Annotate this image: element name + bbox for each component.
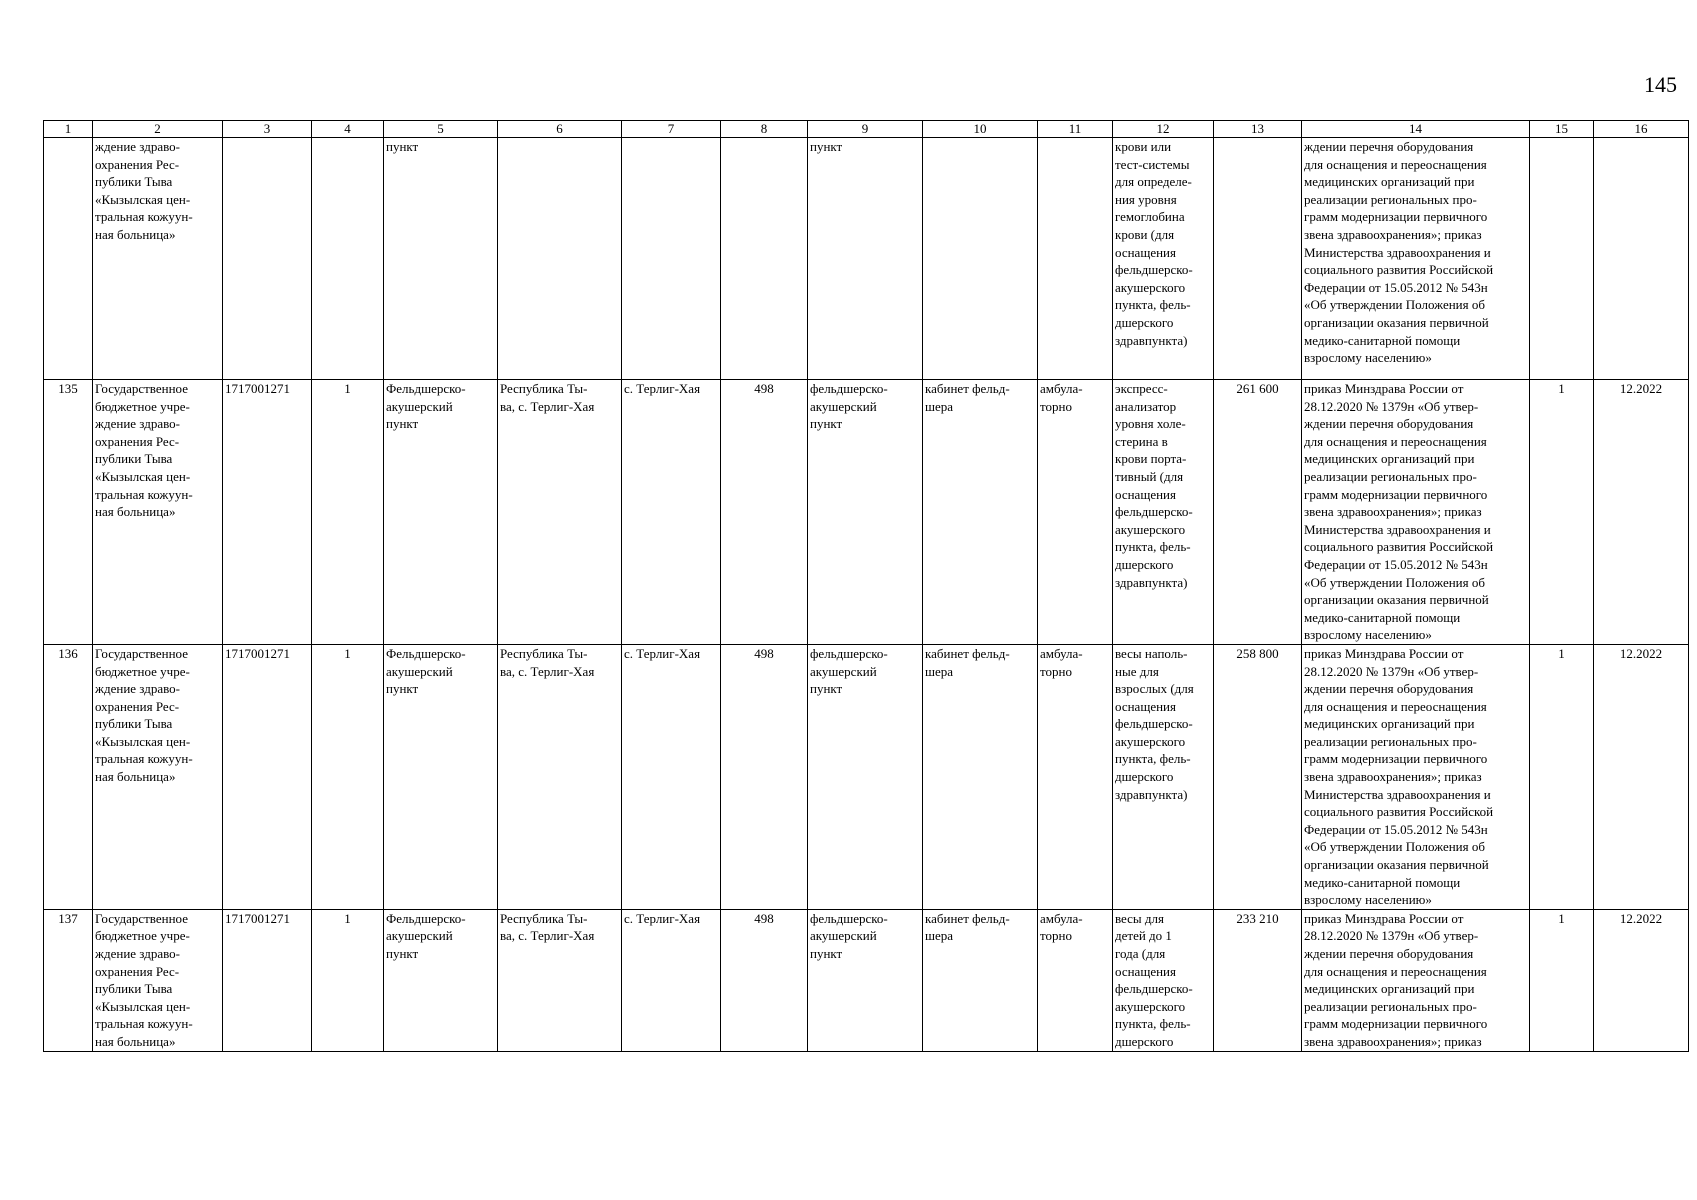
cell-line: медицинских организаций при <box>1304 451 1475 467</box>
cell-line: Республика Ты- <box>500 910 588 926</box>
cell-line: 28.12.2020 № 1379н «Об утвер- <box>1304 398 1479 414</box>
cell-line: Министерства здравоохранения и <box>1304 521 1491 537</box>
header-cell: 6 <box>498 121 622 138</box>
cell-line: крови порта- <box>1115 451 1187 467</box>
cell-facility-type <box>384 644 498 909</box>
cell-line: «Кызылская цен- <box>95 998 191 1014</box>
cell-line: ждении перечня оборудования <box>1304 139 1474 154</box>
cell-col4 <box>312 138 384 380</box>
cell-line: оснащения <box>1115 963 1176 979</box>
header-cell: 14 <box>1302 121 1530 138</box>
cell-line: тральная кожуун- <box>95 1016 193 1032</box>
cell-population: 498 <box>721 909 808 1051</box>
cell-line: анализатор <box>1115 398 1177 414</box>
cell-line: 28.12.2020 № 1379н «Об утвер- <box>1304 663 1479 679</box>
cell-line: фельдшерско- <box>810 381 888 396</box>
cell-line: социального развития Российской <box>1304 262 1494 278</box>
cell-line: ная больница» <box>95 226 176 242</box>
cell-price: 258 800 <box>1214 644 1302 909</box>
cell-legal-basis <box>1302 644 1530 909</box>
cell-line: гемоглобина <box>1115 209 1185 225</box>
cell-line: ная больница» <box>95 1033 176 1049</box>
cell-line: охранения Рес- <box>95 433 180 449</box>
cell-line: Государственное <box>95 645 188 661</box>
table-body <box>44 121 1689 1052</box>
cell-line: грамм модернизации первичного <box>1304 486 1488 502</box>
cell-line: социального развития Российской <box>1304 804 1494 820</box>
cell-line: пункт <box>386 946 419 961</box>
cell-line: Республика Ты- <box>500 645 588 661</box>
cell-inn: 1717001271 <box>223 644 312 909</box>
cell-room <box>923 138 1038 380</box>
cell-line: организации оказания первичной <box>1304 857 1489 873</box>
cell-line: стерина в <box>1115 433 1168 449</box>
cell-price: 261 600 <box>1214 380 1302 645</box>
cell-room <box>923 644 1038 909</box>
cell-line: фельдшерско- <box>1115 716 1193 732</box>
cell-line: Государственное <box>95 910 188 926</box>
cell-legal-basis <box>1302 909 1530 1051</box>
cell-line: для определе- <box>1115 174 1192 190</box>
cell-line: Государственное <box>95 381 188 396</box>
header-cell: 3 <box>223 121 312 138</box>
cell-inn: 1717001271 <box>223 909 312 1051</box>
cell-line: взрослых (для <box>1115 681 1194 697</box>
cell-equipment <box>1113 138 1214 380</box>
cell-line: «Об утверждении Положения об <box>1304 574 1485 590</box>
cell-line: тральная кожуун- <box>95 209 193 225</box>
cell-quantity: 1 <box>1530 644 1594 909</box>
cell-line: Республика Ты- <box>500 381 588 396</box>
cell-line: Федерации от 15.05.2012 № 543н <box>1304 279 1488 295</box>
cell-line: Фельдшерско- <box>386 910 466 926</box>
cell-line: для оснащения и переоснащения <box>1304 963 1487 979</box>
cell-population: 498 <box>721 380 808 645</box>
cell-line: грамм модернизации первичного <box>1304 209 1488 225</box>
cell-line: тральная кожуун- <box>95 486 193 502</box>
cell-line: дшерского <box>1115 556 1174 572</box>
cell-line: бюджетное учре- <box>95 398 190 414</box>
cell-line: пункта, фель- <box>1115 297 1191 313</box>
cell-line: торно <box>1040 663 1072 679</box>
cell-care-form <box>1038 644 1113 909</box>
cell-population: 498 <box>721 644 808 909</box>
cell-line: медицинских организаций при <box>1304 716 1475 732</box>
cell-line: реализации региональных про- <box>1304 468 1477 484</box>
table-row <box>44 644 1689 909</box>
cell-line: «Кызылская цен- <box>95 191 191 207</box>
cell-line: реализации региональных про- <box>1304 998 1477 1014</box>
cell-room <box>923 380 1038 645</box>
header-cell: 10 <box>923 121 1038 138</box>
column-number-header-row <box>44 121 1689 138</box>
cell-line: пункт <box>386 416 419 432</box>
cell-line: взрослому населению» <box>1304 627 1432 643</box>
cell-line: публики Тыва <box>95 451 173 467</box>
header-cell: 13 <box>1214 121 1302 138</box>
cell-date: 12.2022 <box>1594 380 1689 645</box>
cell-organization <box>93 644 223 909</box>
cell-price: 233 210 <box>1214 909 1302 1051</box>
cell-settlement: с. Терлиг-Хая <box>622 380 721 645</box>
equipment-table <box>43 120 1689 1052</box>
cell-line: амбула- <box>1040 645 1083 661</box>
cell-line: пункт <box>386 681 419 697</box>
cell-line: организации оказания первичной <box>1304 314 1489 330</box>
cell-line: шера <box>925 663 954 679</box>
cell-line: ждении перечня оборудования <box>1304 416 1474 432</box>
cell-date: 12.2022 <box>1594 909 1689 1051</box>
cell-line: фельдшерско- <box>810 645 888 661</box>
cell-line: реализации региональных про- <box>1304 191 1477 207</box>
cell-line: звена здравоохранения»; приказ <box>1304 226 1482 242</box>
cell-number: 136 <box>44 644 93 909</box>
cell-organization <box>93 380 223 645</box>
cell-line: Фельдшерско- <box>386 645 466 661</box>
cell-unit-type <box>808 138 923 380</box>
table-row <box>44 909 1689 1051</box>
cell-line: акушерского <box>1115 733 1186 749</box>
cell-unit-type <box>808 380 923 645</box>
header-cell: 9 <box>808 121 923 138</box>
cell-line: акушерского <box>1115 279 1186 295</box>
cell-line: дшерского <box>1115 314 1174 330</box>
cell-line: акушерский <box>386 928 453 944</box>
cell-inn <box>223 138 312 380</box>
cell-number: 137 <box>44 909 93 1051</box>
cell-col4: 1 <box>312 380 384 645</box>
header-cell: 5 <box>384 121 498 138</box>
cell-line: ные для <box>1115 663 1159 679</box>
cell-line: охранения Рес- <box>95 156 180 172</box>
cell-line: акушерский <box>810 928 877 944</box>
cell-line: кабинет фельд- <box>925 910 1010 926</box>
cell-line: фельдшерско- <box>1115 981 1193 997</box>
cell-line: ждении перечня оборудования <box>1304 681 1474 697</box>
cell-line: Фельдшерско- <box>386 381 466 396</box>
cell-line: медико-санитарной помощи <box>1304 609 1461 625</box>
cell-care-form <box>1038 138 1113 380</box>
cell-line: крови или <box>1115 139 1172 154</box>
cell-number: 135 <box>44 380 93 645</box>
cell-line: весы для <box>1115 910 1164 926</box>
cell-line: ная больница» <box>95 769 176 785</box>
cell-facility-type <box>384 138 498 380</box>
cell-line: Министерства здравоохранения и <box>1304 786 1491 802</box>
cell-line: фельдшерско- <box>1115 504 1193 520</box>
cell-col4: 1 <box>312 909 384 1051</box>
cell-line: публики Тыва <box>95 716 173 732</box>
cell-line: уровня холе- <box>1115 416 1186 432</box>
cell-line: пункт <box>810 139 843 154</box>
cell-line: грамм модернизации первичного <box>1304 751 1488 767</box>
cell-line: для оснащения и переоснащения <box>1304 433 1487 449</box>
cell-line: фельдшерско- <box>1115 262 1193 278</box>
cell-line: пункт <box>810 946 843 961</box>
cell-line: для оснащения и переоснащения <box>1304 156 1487 172</box>
cell-settlement: с. Терлиг-Хая <box>622 909 721 1051</box>
cell-line: ждение здраво- <box>95 946 180 961</box>
header-cell: 12 <box>1113 121 1214 138</box>
cell-line: шера <box>925 928 954 944</box>
cell-line: года (для <box>1115 946 1166 961</box>
cell-line: шера <box>925 398 954 414</box>
header-cell: 8 <box>721 121 808 138</box>
cell-line: тральная кожуун- <box>95 751 193 767</box>
cell-line: акушерского <box>1115 521 1186 537</box>
cell-line: взрослому населению» <box>1304 350 1432 366</box>
cell-organization <box>93 138 223 380</box>
cell-line: тивный (для <box>1115 468 1184 484</box>
cell-organization <box>93 909 223 1051</box>
header-cell: 4 <box>312 121 384 138</box>
cell-line: оснащения <box>1115 486 1176 502</box>
header-cell: 2 <box>93 121 223 138</box>
cell-line: Федерации от 15.05.2012 № 543н <box>1304 821 1488 837</box>
cell-line: кабинет фельд- <box>925 381 1010 396</box>
cell-line: кабинет фельд- <box>925 645 1010 661</box>
cell-price <box>1214 138 1302 380</box>
cell-population <box>721 138 808 380</box>
cell-line: 28.12.2020 № 1379н «Об утвер- <box>1304 928 1479 944</box>
cell-line: грамм модернизации первичного <box>1304 1016 1488 1032</box>
cell-line: торно <box>1040 398 1072 414</box>
cell-address <box>498 138 622 380</box>
cell-line: весы наполь- <box>1115 645 1188 661</box>
cell-line: детей до 1 <box>1115 928 1172 944</box>
cell-line: ждении перечня оборудования <box>1304 946 1474 961</box>
cell-line: экспресс- <box>1115 381 1168 396</box>
cell-line: пункта, фель- <box>1115 751 1191 767</box>
cell-equipment <box>1113 380 1214 645</box>
cell-line: ждение здраво- <box>95 416 180 432</box>
cell-settlement: с. Терлиг-Хая <box>622 644 721 909</box>
cell-line: крови (для <box>1115 226 1175 242</box>
cell-line: ва, с. Терлиг-Хая <box>500 663 595 679</box>
cell-line: приказ Минздрава России от <box>1304 910 1464 926</box>
cell-line: медико-санитарной помощи <box>1304 332 1461 348</box>
cell-line: акушерский <box>386 663 453 679</box>
cell-line: оснащения <box>1115 698 1176 714</box>
cell-line: «Кызылская цен- <box>95 733 191 749</box>
cell-line: акушерского <box>1115 998 1186 1014</box>
cell-line: бюджетное учре- <box>95 663 190 679</box>
cell-unit-type <box>808 909 923 1051</box>
cell-room <box>923 909 1038 1051</box>
cell-date <box>1594 138 1689 380</box>
cell-line: акушерский <box>810 663 877 679</box>
cell-facility-type <box>384 909 498 1051</box>
cell-line: фельдшерско- <box>810 910 888 926</box>
cell-facility-type <box>384 380 498 645</box>
cell-line: ния уровня <box>1115 191 1177 207</box>
cell-legal-basis <box>1302 380 1530 645</box>
cell-quantity: 1 <box>1530 380 1594 645</box>
cell-line: звена здравоохранения»; приказ <box>1304 504 1482 520</box>
cell-address <box>498 909 622 1051</box>
cell-line: акушерский <box>386 398 453 414</box>
cell-inn: 1717001271 <box>223 380 312 645</box>
table-row <box>44 380 1689 645</box>
cell-line: ждение здраво- <box>95 139 180 154</box>
cell-address <box>498 644 622 909</box>
cell-line: дшерского <box>1115 1033 1174 1049</box>
cell-legal-basis <box>1302 138 1530 380</box>
cell-line: ждение здраво- <box>95 681 180 697</box>
cell-line: медико-санитарной помощи <box>1304 874 1461 890</box>
cell-line: медицинских организаций при <box>1304 174 1475 190</box>
cell-date: 12.2022 <box>1594 644 1689 909</box>
cell-line: «Об утверждении Положения об <box>1304 297 1485 313</box>
cell-line: пункт <box>386 139 419 154</box>
cell-line: оснащения <box>1115 244 1176 260</box>
cell-line: пункта, фель- <box>1115 539 1191 555</box>
cell-quantity <box>1530 138 1594 380</box>
page-number: 145 <box>1644 72 1677 97</box>
cell-line: звена здравоохранения»; приказ <box>1304 769 1482 785</box>
cell-line: ва, с. Терлиг-Хая <box>500 928 595 944</box>
cell-settlement <box>622 138 721 380</box>
cell-line: «Об утверждении Положения об <box>1304 839 1485 855</box>
cell-line: «Кызылская цен- <box>95 468 191 484</box>
cell-line: публики Тыва <box>95 174 173 190</box>
cell-line: пункта, фель- <box>1115 1016 1191 1032</box>
cell-line: взрослому населению» <box>1304 892 1432 908</box>
cell-line: Федерации от 15.05.2012 № 543н <box>1304 556 1488 572</box>
cell-address <box>498 380 622 645</box>
cell-line: пункт <box>810 681 843 697</box>
cell-line: реализации региональных про- <box>1304 733 1477 749</box>
header-cell: 1 <box>44 121 93 138</box>
cell-line: тест-системы <box>1115 156 1190 172</box>
cell-line: охранения Рес- <box>95 698 180 714</box>
cell-care-form <box>1038 909 1113 1051</box>
cell-line: здравпункта) <box>1115 574 1188 590</box>
header-cell: 11 <box>1038 121 1113 138</box>
header-cell: 7 <box>622 121 721 138</box>
cell-line: акушерский <box>810 398 877 414</box>
cell-line: ная больница» <box>95 504 176 520</box>
cell-line: медицинских организаций при <box>1304 981 1475 997</box>
cell-line: амбула- <box>1040 381 1083 396</box>
cell-line: ва, с. Терлиг-Хая <box>500 398 595 414</box>
cell-line: пункт <box>810 416 843 432</box>
cell-equipment <box>1113 909 1214 1051</box>
cell-line: охранения Рес- <box>95 963 180 979</box>
cell-line: организации оказания первичной <box>1304 592 1489 608</box>
cell-line: приказ Минздрава России от <box>1304 645 1464 661</box>
cell-equipment <box>1113 644 1214 909</box>
cell-line: публики Тыва <box>95 981 173 997</box>
cell-line: для оснащения и переоснащения <box>1304 698 1487 714</box>
cell-line: торно <box>1040 928 1072 944</box>
cell-col4: 1 <box>312 644 384 909</box>
cell-care-form <box>1038 380 1113 645</box>
cell-number <box>44 138 93 380</box>
cell-line: бюджетное учре- <box>95 928 190 944</box>
cell-line: амбула- <box>1040 910 1083 926</box>
cell-quantity: 1 <box>1530 909 1594 1051</box>
cell-line: здравпункта) <box>1115 786 1188 802</box>
header-cell: 16 <box>1594 121 1689 138</box>
cell-line: дшерского <box>1115 769 1174 785</box>
continuation-row <box>44 138 1689 380</box>
cell-line: социального развития Российской <box>1304 539 1494 555</box>
cell-line: Министерства здравоохранения и <box>1304 244 1491 260</box>
cell-line: звена здравоохранения»; приказ <box>1304 1033 1482 1049</box>
cell-line: здравпункта) <box>1115 332 1188 348</box>
cell-unit-type <box>808 644 923 909</box>
cell-line: приказ Минздрава России от <box>1304 381 1464 396</box>
header-cell: 15 <box>1530 121 1594 138</box>
